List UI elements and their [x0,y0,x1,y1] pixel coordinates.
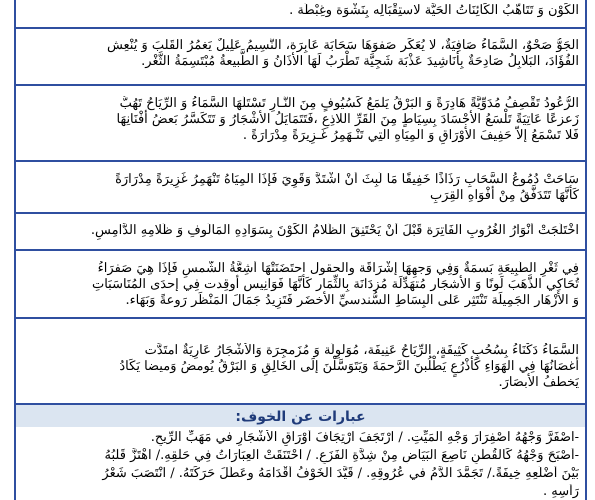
row-divider [14,27,587,29]
row-divider [14,160,587,162]
row-divider [14,317,587,319]
list-item: بَيْنَ أضْلُعِهِ خِيفَةً./ تَجَمَّدَ الدَّمُ في عُرُوقِهِ. / قَيَّدَ الخَوْفُ أقْدَامَهُ وعَطَّلَ حَرَكَتَهُ. / انْتَصَبَ شَعْرُ [102,466,579,481]
row-divider [14,212,587,214]
paragraph: السَّمَاءُ دَكْنَاءُ بِسُحُبٍ كَثِيفَةٍ، الرِّيَاحُ عَنِيفَة، مُوَلوِلَة وَ مُزَمجِرَة وَالأشْجَارُ عَارِيَةٌ امتَدَّت أغصَانُهَا فِي الهَوَاءِ كَأذْرُعٍ يَطْلُبنَ الرَّحمَةَ وَيَتَوَسَّلْنَ إلَى الخَالِقِ وَ البَرْقُ يُومضُ وَميضا يَكَادُ يَخطفُ الأبصَارَ. [119,343,579,390]
paragraph: الجَوُّ صَحْوٌ، السَّمَاءُ صَافِيَةٌ، لا يُعَكِّر صَفوَهَا سَحَابَة عَابِرَة، النَّسِيمُ عَلِيلٌ يَغمُرُ القَلبَ وَ يُنْعِش الفُؤَادَ، البَلابِلُ صَادِحَةٌ بِأنَاشِيدَ عَذْبَة شَجِيَّة تَطْرَبُ لَهَا الأذَانُ وَ الطَّبيعةُ مُبْتَسِمَةُ الثَّغْر. [106,38,579,69]
paragraph: الرُّعُودُ تَقْصِفُ مُدَوِّيَّةً هَادِرَةً وَ البَرْقُ يَلْمَعُ كَسُيُوفٍ مِنَ النَّـارِ تَسْتَلُّهَا السَّمَاءُ وَ الرِّيَاحُ تَهُبُّ زَعزعًا عَاتِيَةً تَلْسَعُ الأجْسَادَ بِسِيَاطٍ مِنَ القَرِّ اللاذِعِ ،فَتَتَمَايَلُ الأشْجَارُ وَ تَتَكَسَّرُ بَعضُ أفْنَانِهَا فَلا تَسْمَعُ إلاّ حَفِيفَ الأوْرَاقِ وَ المِيَاهِ التِي تَنْـهَمِرُ غَـزِيرَةً مِدْرَارَةً . [116,96,579,143]
row-divider [14,84,587,86]
list-item: رَأسِهِ . [542,484,579,499]
paragraph: اخْتَلَجَتْ أنْوَارُ الغُرُوبِ الفَاتِرَة قَبْلَ أنْ يَحْتَنِقَ الظَّلامُ الكَوْنَ بِسَوَادِهِ المَألُوفِ وَ ظَلامِهِ الدَّامِسِ. [90,223,579,238]
paragraph: الكَوْن وَ تَتَأهَّبُ الكَائِنَاتُ الحَيَّة لاستِقْبَالِه بِنَشْوَة وغِبْطَة . [289,3,579,18]
list-item: -أصْبَحَ وَجْهُهُ كَالقُطْنِ نَاصِعَ البَيَاضِ مِنْ شِدَّةِ الفَزَعِ. / احْتَنَقَتْ العِبَارَاتُ فِي حَلْقِهِ./ اهْتَزَّ قَلْبُهُ [104,448,579,463]
section-heading: عبارات عن الخوف: [235,409,366,425]
paragraph: فِي ثَغْرِ الطَّبِيعَةِ بَسمَةٌ وَفِي وَجهِهَا إشْرَاقَة والحقول احتَضَنَتْهَا أشِعَّةُ الشَّمسِ فَإذَا هِيَ صَفرَاءُ تُحَاكِي الذَّهَبَ لَونًا وَ الأشجَار مُتهَدِّلَة مُزدَانَة بِالثِّمَار كَأنَّهَا فَوَانِيس أوقِدت فِي إحدَى المُنَاسَبَاتِ وَ الأزْهَار الجَمِيلَة تَنْتَثِر عَلى البِسَاطِ السُّندسيِّ الأخضَر فَتَزِيدُ جَمَالَ المَنْظَر رَوعةً وَبَهَاء. [91,261,579,308]
document-page [14,0,587,500]
row-divider [14,249,587,251]
list-item: -اصْفَرَّ وَجْهُهُ اصْفِرَارَ وَجْهِ المَيِّتِ. / ارْتَجَفَ ارْتِجَافَ أوْرَاقِ الأشْجَارِ في مَهَبِّ الرِّيحِ. [150,430,579,445]
paragraph: سَاحَتْ دُمُوعُ السَّحَابِ رَذَاذًا خَفِيفًا مَا لَبِثَ أنْ اشْتَدَّ وَقَوِيَ فَإذَا المِيَاهُ تَنْهَمِرُ غَزِيرَةً مِدْرَارَةً كَأنَّهَا تَتَدَفَّقُ مِنْ أفْوَاهِ القِرَبِ [115,172,579,203]
